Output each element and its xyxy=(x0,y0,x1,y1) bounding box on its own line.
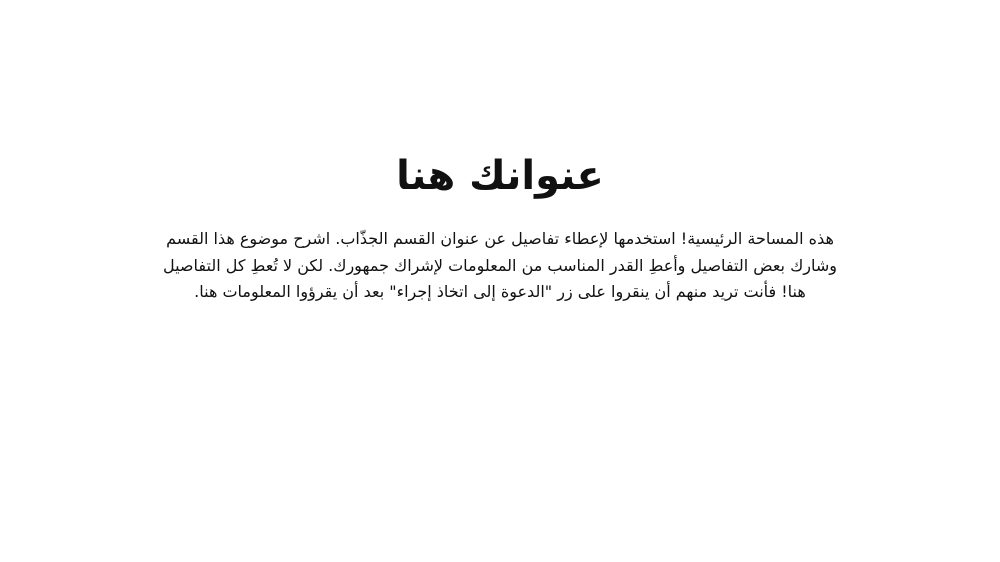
hero-section xyxy=(0,148,1000,306)
hero-body-text: هذه المساحة الرئيسية! استخدمها لإعطاء تفاصيل عن عنوان القسم الجذّاب. اشرح موضوع هذا القسم وشارك بعض التفاصيل وأعطِ القدر المناسب من المعلومات لإشراك جمهورك. لكن لا تُعطِ كل التفاصيل هنا! فأنت تريد منهم أن ينقروا على زر "الدعوة إلى اتخاذ إجراء" بعد أن يقرؤوا المعلومات هنا. xyxy=(162,229,838,301)
hero-title: عنوانك هنا xyxy=(396,153,604,199)
